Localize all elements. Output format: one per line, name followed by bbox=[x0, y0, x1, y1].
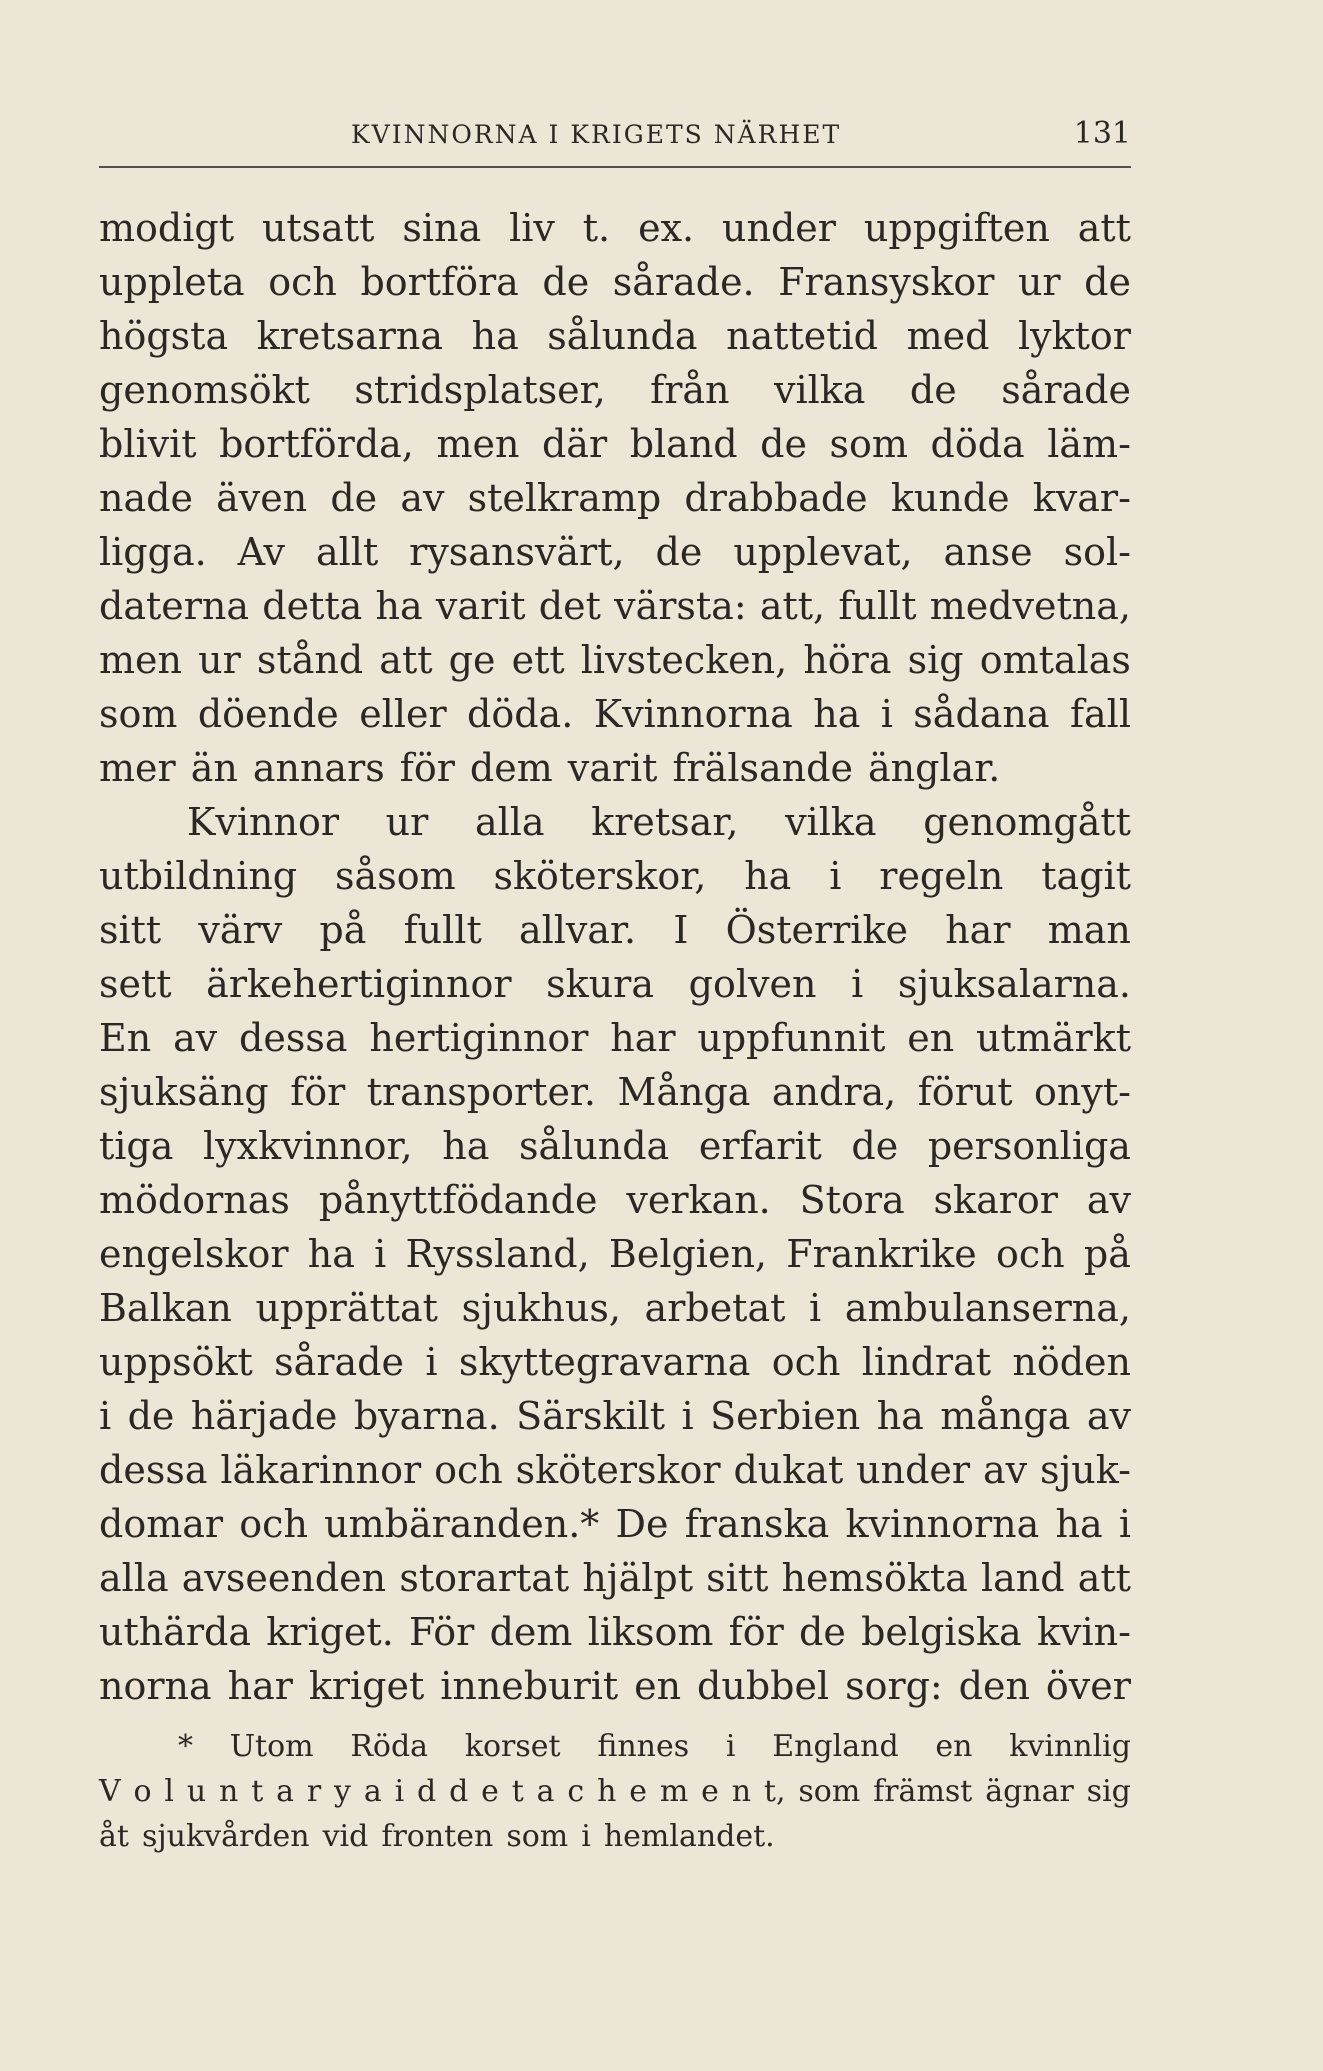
text-line: sett ärkehertiginnor skura golven i sjuksalarna. bbox=[99, 962, 1131, 1006]
text-line: men ur stånd att ge ett livstecken, höra sig omtalas bbox=[99, 638, 1131, 682]
text-line: uppleta och bortföra de sårade. Fransyskor ur de bbox=[99, 260, 1131, 304]
text-line: dessa läkarinnor och sköterskor dukat under av sjuk- bbox=[99, 1448, 1131, 1492]
text-line: högsta kretsarna ha sålunda nattetid med lyktor bbox=[99, 314, 1131, 358]
text-line: norna har kriget inneburit en dubbel sorg: den över bbox=[99, 1664, 1131, 1708]
text-line: tiga lyxkvinnor, ha sålunda erfarit de personliga bbox=[99, 1124, 1131, 1168]
page-header bbox=[99, 112, 1131, 162]
running-title: KVINNORNA I KRIGETS NÄRHET bbox=[351, 120, 842, 149]
text-line: engelskor ha i Ryssland, Belgien, Frankrike och på bbox=[99, 1232, 1131, 1276]
text-line: sjuksäng för transporter. Många andra, förut onyt- bbox=[99, 1070, 1131, 1114]
text-line: uthärda kriget. För dem liksom för de belgiska kvin- bbox=[99, 1610, 1131, 1654]
text-line: utbildning såsom sköterskor, ha i regeln tagit bbox=[99, 854, 1131, 898]
text-line: genomsökt stridsplatser, från vilka de sårade bbox=[99, 368, 1131, 412]
text-line: domar och umbäranden.* De franska kvinnorna ha i bbox=[99, 1502, 1131, 1546]
header-rule bbox=[99, 166, 1131, 168]
footnote bbox=[99, 1724, 1131, 1859]
text-line: Balkan upprättat sjukhus, arbetat i ambulanserna, bbox=[99, 1286, 1131, 1330]
text-line: i de härjade byarna. Särskilt i Serbien ha många av bbox=[99, 1394, 1131, 1438]
text-line: nade även de av stelkramp drabbade kunde kvar- bbox=[99, 476, 1131, 520]
text-line: daterna detta ha varit det värsta: att, fullt medvetna, bbox=[99, 584, 1131, 628]
paragraph-start-line: Kvinnor ur alla kretsar, vilka genomgått bbox=[187, 800, 1131, 844]
text-line: blivit bortförda, men där bland de som döda läm- bbox=[99, 422, 1131, 466]
body-text bbox=[99, 201, 1131, 1713]
text-line: sitt värv på fullt allvar. I Österrike har man bbox=[99, 908, 1131, 952]
text-line: ligga. Av allt rysansvärt, de upplevat, anse sol- bbox=[99, 530, 1131, 574]
text-line: alla avseenden storartat hjälpt sitt hemsökta land att bbox=[99, 1556, 1131, 1600]
text-line: En av dessa hertiginnor har uppfunnit en utmärkt bbox=[99, 1016, 1131, 1060]
footnote-line: V o l u n t a r y a i d d e t a c h e m e n t, som främst ägnar sig bbox=[99, 1774, 1131, 1809]
text-line: modigt utsatt sina liv t. ex. under uppgiften att bbox=[99, 206, 1131, 250]
text-line: uppsökt sårade i skyttegravarna och lindrat nöden bbox=[99, 1340, 1131, 1384]
text-line: som döende eller döda. Kvinnorna ha i sådana fall bbox=[99, 692, 1131, 736]
text-line: mödornas pånyttfödande verkan. Stora skaror av bbox=[99, 1178, 1131, 1222]
footnote-line: åt sjukvården vid fronten som i hemlandet. bbox=[99, 1819, 775, 1854]
footnote-line: * Utom Röda korset finnes i England en kvinnlig bbox=[178, 1729, 1131, 1764]
paragraph-end-line: mer än annars för dem varit frälsande änglar. bbox=[99, 746, 1001, 790]
page-number: 131 bbox=[1073, 116, 1131, 151]
